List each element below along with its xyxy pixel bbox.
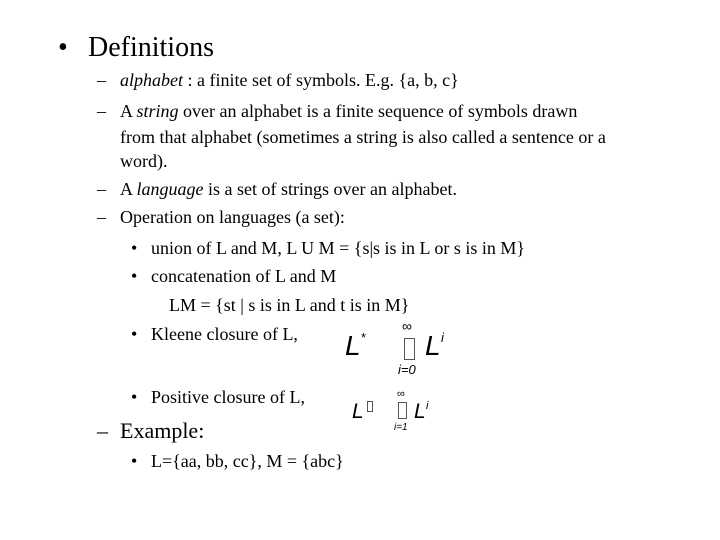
positive-rhs: L (414, 400, 426, 423)
kleene-formula (345, 318, 455, 380)
sub-bullet: • (131, 451, 138, 471)
kleene-rhs: L (425, 330, 441, 361)
positive-upper-limit: ∞ (397, 388, 405, 400)
operations-heading: Operation on languages (a set): (120, 207, 345, 227)
positive-closure-item: Positive closure of L, (151, 387, 305, 407)
concatenation-definition: LM = {st | s is in L and t is in M} (169, 295, 410, 315)
example-item: L={aa, bb, cc}, M = {abc} (151, 451, 344, 471)
positive-lhs: L (352, 400, 364, 423)
dash-marker: – (97, 179, 106, 199)
alphabet-definition (120, 68, 459, 92)
kleene-lower-limit: i=0 (398, 362, 416, 377)
kleene-lhs: L (345, 330, 361, 361)
union-item: union of L and M, L U M = {s|s is in L or s is in M} (151, 238, 526, 258)
sub-bullet: • (131, 266, 138, 286)
alphabet-text: : a finite set of symbols. E.g. {a, b, c} (183, 70, 459, 90)
concatenation-item: concatenation of L and M (151, 266, 337, 286)
dash-marker: – (97, 101, 106, 121)
positive-rhs-sup: i (426, 400, 429, 412)
plus-superscript-box-icon (367, 401, 373, 412)
positive-formula (352, 388, 437, 438)
title-bullet: • (58, 32, 68, 63)
sub-bullet: • (131, 387, 138, 407)
term-string: string (136, 101, 179, 121)
string-definition-line3: word). (120, 151, 168, 171)
positive-lower-limit: i=1 (394, 422, 408, 433)
example-label: Example: (120, 418, 205, 443)
union-operator-icon (398, 402, 407, 419)
term-alphabet: alphabet (120, 70, 183, 90)
dash-marker: – (97, 418, 108, 443)
string-definition-line2: from that alphabet (sometimes a string is also called a sentence or a (120, 127, 606, 147)
kleene-upper-limit: ∞ (402, 318, 412, 334)
dash-marker: – (97, 70, 106, 90)
dash-marker: – (97, 207, 106, 227)
union-operator-icon (404, 338, 415, 360)
slide-title: Definitions (88, 32, 214, 63)
kleene-lhs-sup: * (361, 330, 367, 345)
string-definition-line1: A string over an alphabet is a finite sequence of symbols drawn (120, 101, 578, 121)
sub-bullet: • (131, 238, 138, 258)
sub-bullet: • (131, 324, 138, 344)
kleene-item: Kleene closure of L, (151, 324, 298, 344)
term-language: language (136, 179, 204, 199)
kleene-rhs-sup: i (441, 330, 444, 345)
language-definition: A language is a set of strings over an alphabet. (120, 179, 457, 199)
